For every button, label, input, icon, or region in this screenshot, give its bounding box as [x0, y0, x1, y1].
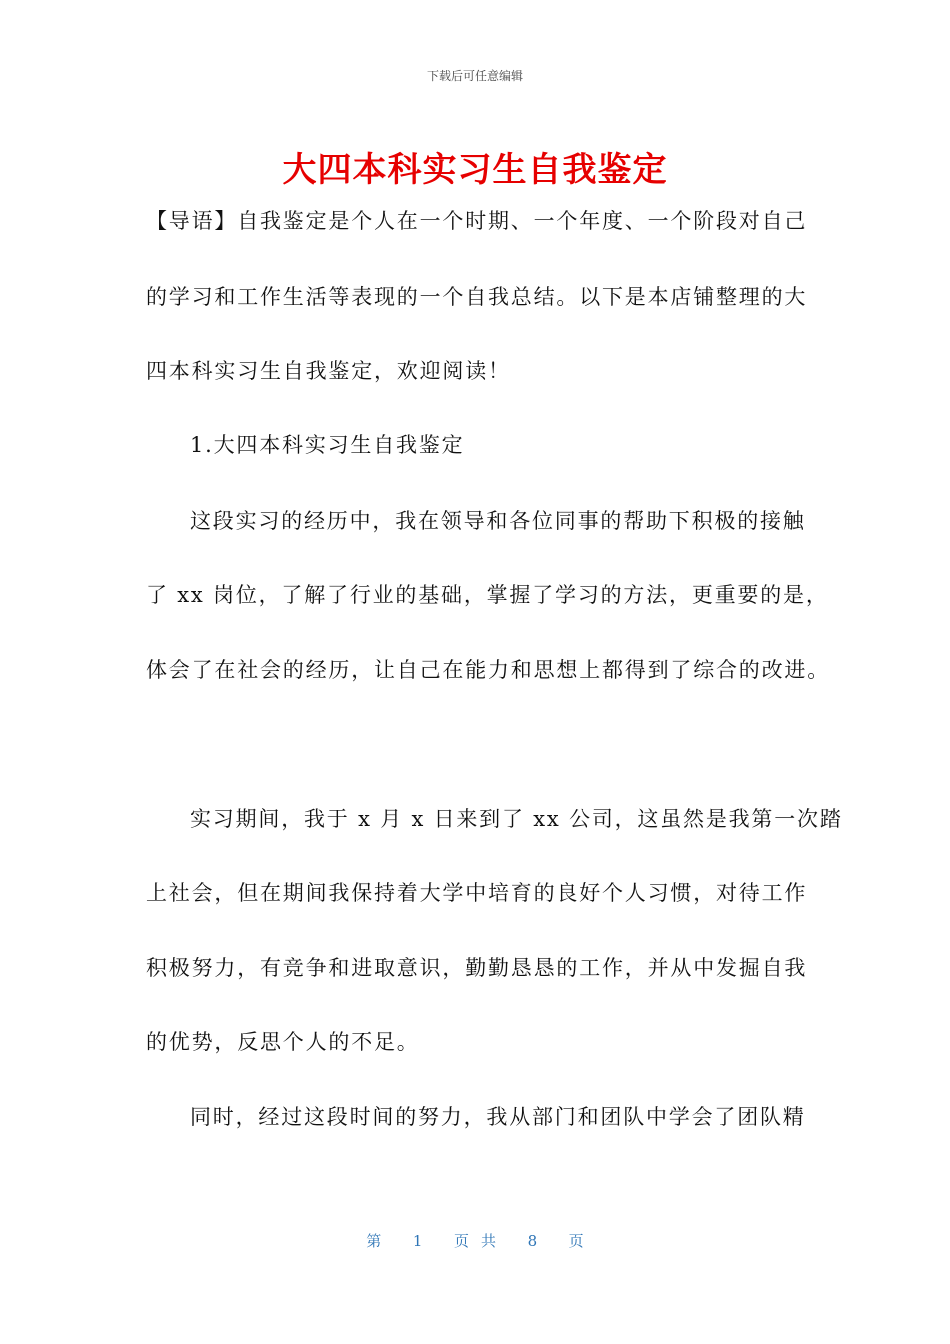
page-footer: [0, 1230, 950, 1251]
body-line-12: 同时，经过这段时间的努力，我从部门和团队中学会了团队精: [190, 1105, 806, 1129]
footer-suffix: 页: [568, 1232, 584, 1250]
body-line-9: 上社会，但在期间我保持着大学中培育的良好个人习惯，对待工作: [146, 881, 808, 905]
body-line-6: 了 xx 岗位，了解了行业的基础，掌握了学习的方法，更重要的是，: [146, 583, 829, 607]
body-line-1: 【导语】自我鉴定是个人在一个时期、一个年度、一个阶段对自己: [146, 209, 808, 233]
footer-total-pages: 8: [527, 1232, 538, 1250]
section-heading-1: 1.大四本科实习生自我鉴定: [190, 433, 465, 457]
body-line-7: 体会了在社会的经历，让自己在能力和思想上都得到了综合的改进。: [146, 658, 830, 682]
document-title: 大四本科实习生自我鉴定: [282, 150, 668, 190]
body-line-3: 四本科实习生自我鉴定，欢迎阅读！: [146, 359, 511, 383]
body-line-2: 的学习和工作生活等表现的一个自我总结。以下是本店铺整理的大: [146, 285, 808, 309]
footer-current-page: 1: [412, 1232, 423, 1250]
header-note: 下载后可任意编辑: [426, 69, 523, 83]
body-line-5: 这段实习的经历中，我在领导和各位同事的帮助下积极的接触: [190, 509, 806, 533]
footer-mid: 页共: [453, 1232, 508, 1250]
footer-prefix: 第: [366, 1232, 382, 1250]
body-line-10: 积极努力，有竞争和进取意识，勤勤恳恳的工作，并从中发掘自我: [146, 956, 808, 980]
body-line-8: 实习期间，我于 x 月 x 日来到了 xx 公司，这虽然是我第一次踏: [190, 807, 843, 831]
body-line-11: 的优势，反思个人的不足。: [146, 1030, 420, 1054]
